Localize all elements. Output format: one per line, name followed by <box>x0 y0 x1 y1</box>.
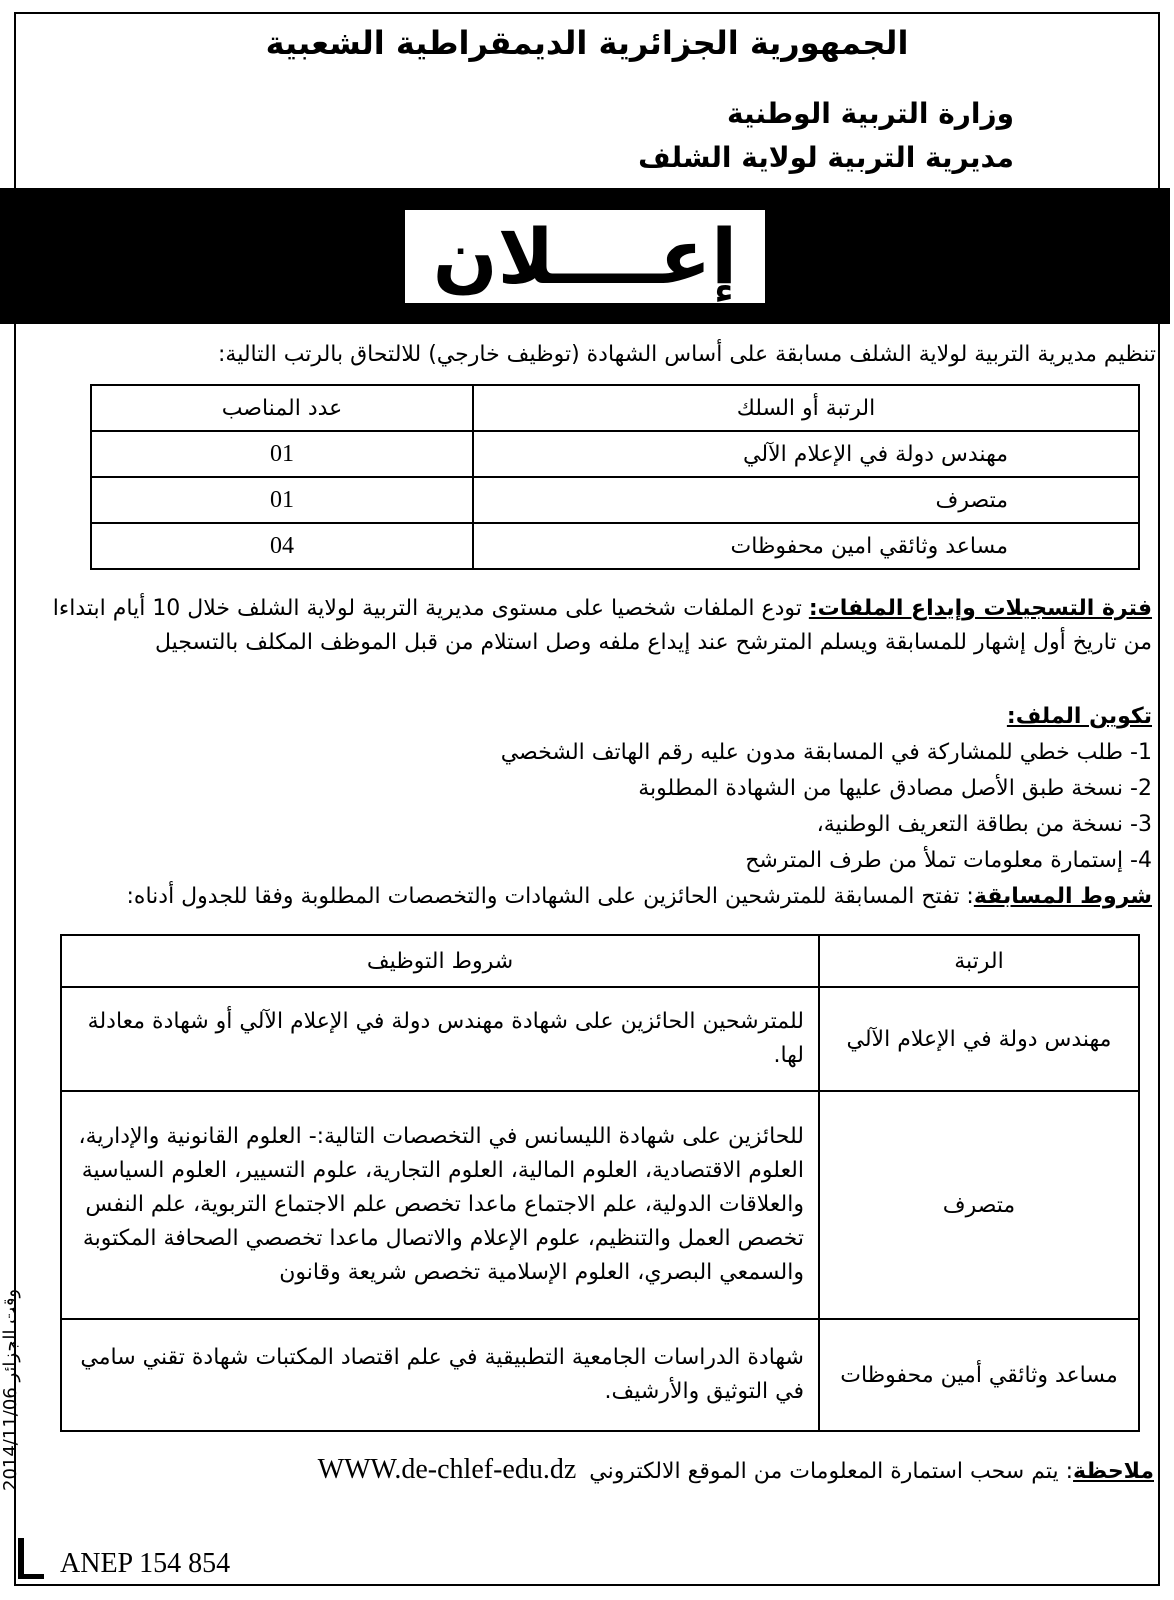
posts-table <box>90 384 1140 570</box>
corner-mark <box>18 1538 24 1578</box>
conditions-text: : تفتح المسابقة للمترشحين الحائزين على الشهادات والتخصصات المطلوبة وفقا للجدول أدناه: <box>126 884 974 909</box>
grade-cell: مساعد وثائقي امين محفوظات <box>473 523 1139 569</box>
directorate-name: مديرية التربية لولاية الشلف <box>638 141 1014 174</box>
rank-cell: مساعد وثائقي أمين محفوظات <box>819 1319 1139 1431</box>
corner-mark <box>18 1574 44 1579</box>
website-link[interactable]: WWW.de-chlef-edu.dz <box>317 1454 577 1485</box>
conditions-table <box>60 934 1140 1432</box>
side-stamp: وقت الجزائر 2014/11/06 <box>0 1288 21 1492</box>
count-cell: 01 <box>91 477 473 523</box>
registration-paragraph <box>42 592 1152 660</box>
note-label: ملاحظة <box>1073 1459 1154 1484</box>
conditions-paragraph <box>42 880 1152 914</box>
table-row <box>61 1091 1139 1319</box>
conditions-cell: للحائزين على شهادة الليسانس في التخصصات التالية:- العلوم القانونية والإدارية، العلوم الاقتصادية، العلوم المالية، العلوم التجارية، علوم التسيير، العلوم السياسية والعلاقات الدولية، علم الاجتماع ماعدا تخصص علم الاجتماع التربوية، علم النفس تخصص العمل والتنظيم، علوم الإعلام والاتصال ماعدا تخصصي الصحافة المكتوبة والسمعي البصري، العلوم الإسلامية تخصص شريعة وقانون <box>61 1091 819 1319</box>
conditions-label: شروط المسابقة <box>973 884 1152 909</box>
banner-title: إعــــلان <box>405 210 765 303</box>
grade-header: الرتبة أو السلك <box>473 385 1139 431</box>
file-label-line <box>42 700 1152 734</box>
note-line <box>54 1454 1154 1486</box>
conditions-cell: شهادة الدراسات الجامعية التطبيقية في علم اقتصاد المكتبات شهادة تقني سامي في التوثيق والأرشيف. <box>61 1319 819 1431</box>
note-text: : يتم سحب استمارة المعلومات من الموقع الالكتروني <box>589 1459 1074 1484</box>
conditions-header: شروط التوظيف <box>61 935 819 987</box>
table-row <box>61 987 1139 1091</box>
count-header: عدد المناصب <box>91 385 473 431</box>
table-row <box>91 523 1139 569</box>
republic-title: الجمهورية الجزائرية الديمقراطية الشعبية <box>265 24 909 62</box>
announcement-banner <box>0 188 1170 324</box>
anep-reference: ANEP 154 854 <box>60 1548 231 1579</box>
list-item: 1- طلب خطي للمشاركة في المسابقة مدون عليه رقم الهاتف الشخصي <box>500 740 1152 765</box>
list-item: 3- نسخة من بطاقة التعريف الوطنية، <box>816 812 1152 837</box>
table-header-row <box>91 385 1139 431</box>
grade-cell: مهندس دولة في الإعلام الآلي <box>473 431 1139 477</box>
intro-text: تنظيم مديرية التربية لولاية الشلف مسابقة على أساس الشهادة (توظيف خارجي) للالتحاق بالرتب التالية: <box>218 342 1156 367</box>
rank-cell: متصرف <box>819 1091 1139 1319</box>
file-label: تكوين الملف: <box>1006 704 1152 729</box>
count-cell: 04 <box>91 523 473 569</box>
list-item: 2- نسخة طبق الأصل مصادق عليها من الشهادة المطلوبة <box>638 776 1152 801</box>
registration-label: فترة التسجيلات وإيداع الملفات: <box>808 596 1152 621</box>
table-header-row <box>61 935 1139 987</box>
count-cell: 01 <box>91 431 473 477</box>
table-row <box>91 477 1139 523</box>
table-row <box>61 1319 1139 1431</box>
issuer-block <box>614 92 1014 180</box>
grade-cell: متصرف <box>473 477 1139 523</box>
table-row <box>91 431 1139 477</box>
rank-header: الرتبة <box>819 935 1139 987</box>
registration-text: تودع الملفات شخصيا على مستوى مديرية التربية لولاية الشلف خلال 10 أيام ابتداءا من تاريخ أول إشهار للمسابقة ويسلم المترشح عند إيداع ملفه وصل استلام من قبل الموظف المكلف بالتسجيل <box>52 596 1152 655</box>
conditions-cell: للمترشحين الحائزين على شهادة مهندس دولة في الإعلام الآلي أو شهادة معادلة لها. <box>61 987 819 1091</box>
rank-cell: مهندس دولة في الإعلام الآلي <box>819 987 1139 1091</box>
ministry-name: وزارة التربية الوطنية <box>726 97 1014 130</box>
list-item: 4- إستمارة معلومات تملأ من طرف المترشح <box>745 848 1152 873</box>
